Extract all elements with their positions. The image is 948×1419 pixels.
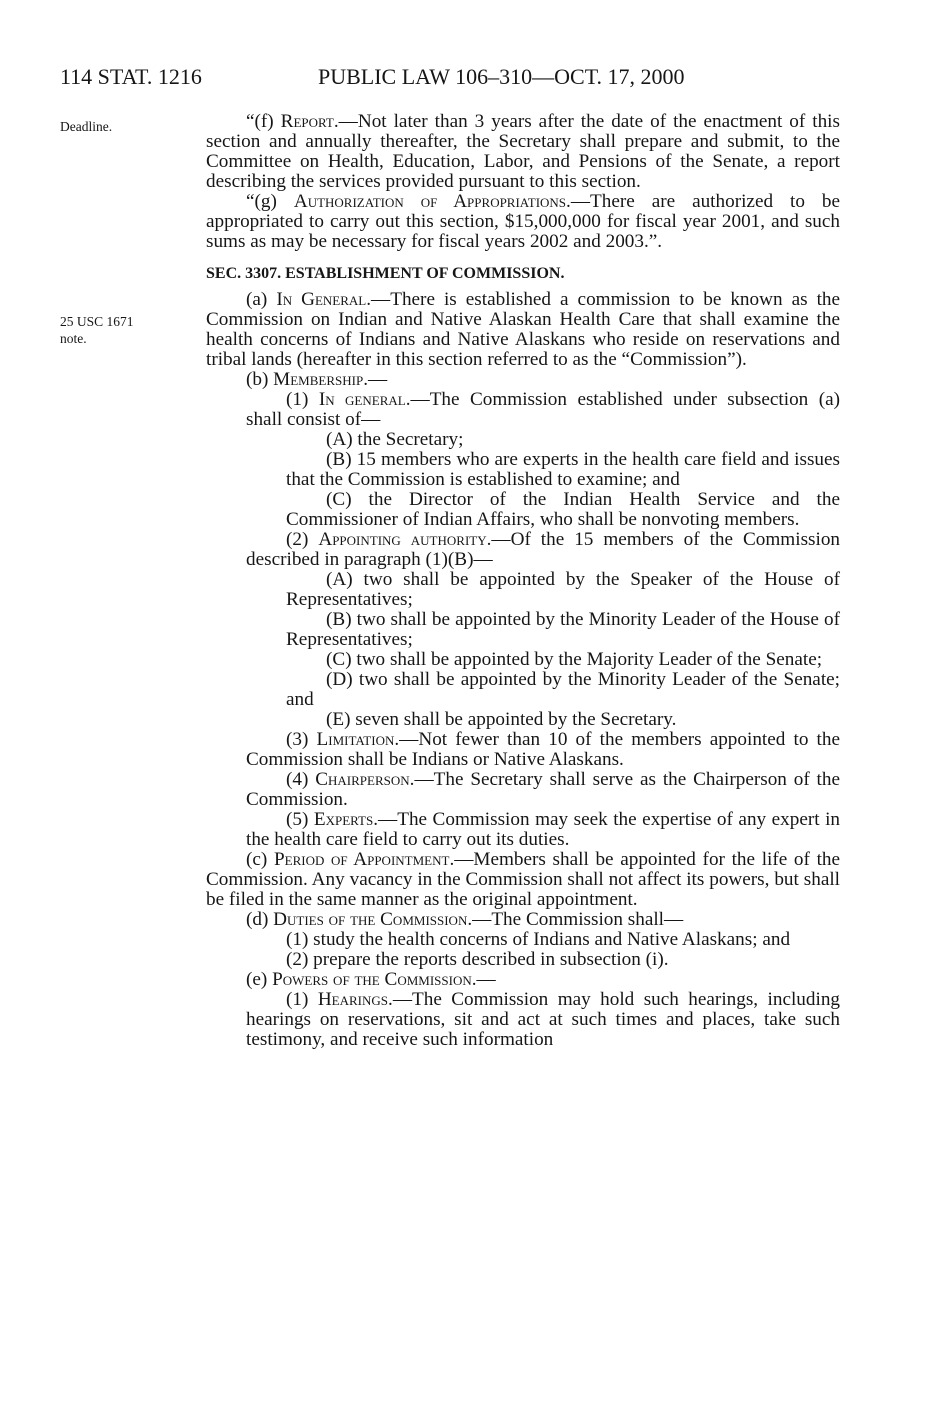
subsection-b-prefix: (b) <box>246 369 274 390</box>
clause-b1c: (C) the Director of the Indian Health Service and the Commissioner of Indian Affairs, who shall be nonvoting members. <box>286 489 840 530</box>
subsection-d-caption: Duties of the Commission <box>273 909 468 930</box>
paragraph-b1-caption: In general <box>318 389 406 410</box>
paragraph-b4-text: .—The Secretary shall serve as the Chairperson of the Commission. <box>246 769 841 810</box>
paragraph-b2-caption: Appointing authority <box>318 529 487 550</box>
subsection-f <box>206 112 840 192</box>
subsection-b-text: .— <box>363 369 388 390</box>
clause-b2c: (C) two shall be appointed by the Majority Leader of the Senate; <box>326 649 823 670</box>
paragraph-e1-text: .—The Commission may hold such hearings, including hearings on reservations, sit and act at such times and places, take such testimony, and receive such information <box>246 989 841 1050</box>
subsection-a-text: .—There is established a commission to be known as the Commission on Indian and Native Alaskan Health Care that shall examine the health concerns of Indians and Native Alaskans who reside on reservations and tribal lands (hereafter in this section referred to as the “Commission”). <box>206 289 841 370</box>
margin-note-usc <box>60 313 134 347</box>
clause-b1a: (A) the Secretary; <box>326 429 464 450</box>
document-body <box>206 112 840 1050</box>
subsection-b <box>206 370 840 390</box>
subsection-d-prefix: (d) <box>246 909 274 930</box>
subsection-e-caption: Powers of the Commission <box>272 969 472 990</box>
clause-b2d: (D) two shall be appointed by the Minority Leader of the Senate; and <box>286 669 840 710</box>
margin-note-usc-note: note. <box>60 331 87 346</box>
paragraph-b5-text: .—The Commission may seek the expertise of any expert in the health care field to carry out its duties. <box>246 809 841 850</box>
paragraph-b1-prefix: (1) <box>286 389 319 410</box>
margin-note-usc-line: 25 USC 1671 <box>60 314 134 329</box>
paragraph-b1-text: .—The Commission established under subsection (a) shall consist of— <box>246 389 841 430</box>
subsection-a-prefix: (a) <box>246 289 277 310</box>
clause-b2e: (E) seven shall be appointed by the Secretary. <box>326 709 677 730</box>
section-heading: SEC. 3307. ESTABLISHMENT OF COMMISSION. <box>206 265 565 282</box>
paragraph-e1 <box>206 990 840 1050</box>
paragraph-b3-prefix: (3) <box>286 729 317 750</box>
subsection-g <box>206 192 840 252</box>
subsection-b-caption: Membership <box>273 369 364 390</box>
clause-b2a: (A) two shall be appointed by the Speaker of the House of Representatives; <box>286 569 840 610</box>
paragraph-d2: (2) prepare the reports described in subsection (i). <box>286 949 669 970</box>
paragraph-b3 <box>206 730 840 770</box>
subsection-f-caption: Report <box>280 111 334 132</box>
paragraph-e1-prefix: (1) <box>286 989 318 1010</box>
subsection-c-caption: Period of Appointment <box>273 849 450 870</box>
subsection-f-text: .—Not later than 3 years after the date of the enactment of this section and annually thereafter, the Secretary shall prepare and submit, to the Committee on Health, Education, Labor, and Pensions of the Senate, a report describing the services provided pursuant to this section. <box>206 111 840 192</box>
paragraph-b2-text: .—Of the 15 members of the Commission described in paragraph (1)(B)— <box>246 529 841 570</box>
subsection-d <box>206 910 840 930</box>
public-law-title: PUBLIC LAW 106–310—OCT. 17, 2000 <box>318 64 685 89</box>
stat-citation: 114 STAT. 1216 <box>60 64 202 89</box>
paragraph-b5-caption: Experts <box>313 809 374 830</box>
paragraph-b2-prefix: (2) <box>286 529 319 550</box>
subsection-e-prefix: (e) <box>246 969 273 990</box>
subsection-c-text: .—Members shall be appointed for the life of the Commission. Any vacancy in the Commission shall not affect its powers, but shall be filed in the same manner as the original appointment. <box>206 849 841 910</box>
paragraph-b3-caption: Limitation <box>316 729 395 750</box>
subsection-e-text: .— <box>471 969 496 990</box>
paragraph-b2 <box>206 530 840 570</box>
clause-b2b: (B) two shall be appointed by the Minority Leader of the House of Representatives; <box>286 609 840 650</box>
paragraph-d1: (1) study the health concerns of Indians and Native Alaskans; and <box>286 929 791 950</box>
paragraph-b5 <box>206 810 840 850</box>
subsection-c-prefix: (c) <box>246 849 274 870</box>
subsection-d-text: .—The Commission shall— <box>467 909 684 930</box>
subsection-g-text: .—There are authorized to be appropriated to carry out this section, $15,000,000 for fiscal year 2001, and such sums as may be necessary for fiscal years 2002 and 2003.”. <box>206 191 840 252</box>
paragraph-b4-prefix: (4) <box>286 769 316 790</box>
subsection-g-caption: Authorization of Appropriations <box>293 191 567 212</box>
paragraph-b4 <box>206 770 840 810</box>
paragraph-b5-prefix: (5) <box>286 809 314 830</box>
subsection-f-prefix: “(f) <box>246 111 281 132</box>
paragraph-b4-caption: Chairperson <box>315 769 410 790</box>
subsection-e <box>206 970 840 990</box>
clause-b1b: (B) 15 members who are experts in the health care field and issues that the Commission is established to examine; and <box>286 449 840 490</box>
subsection-g-prefix: “(g) <box>246 191 294 212</box>
subsection-a-caption: In General <box>276 289 367 310</box>
margin-note-deadline: Deadline. <box>60 119 113 134</box>
page-header <box>0 64 948 88</box>
subsection-c <box>206 850 840 910</box>
subsection-a <box>206 290 840 370</box>
paragraph-b1 <box>206 390 840 430</box>
paragraph-b3-text: .—Not fewer than 10 of the members appointed to the Commission shall be Indians or Native Alaskans. <box>246 729 840 770</box>
paragraph-e1-caption: Hearings <box>317 989 389 1010</box>
